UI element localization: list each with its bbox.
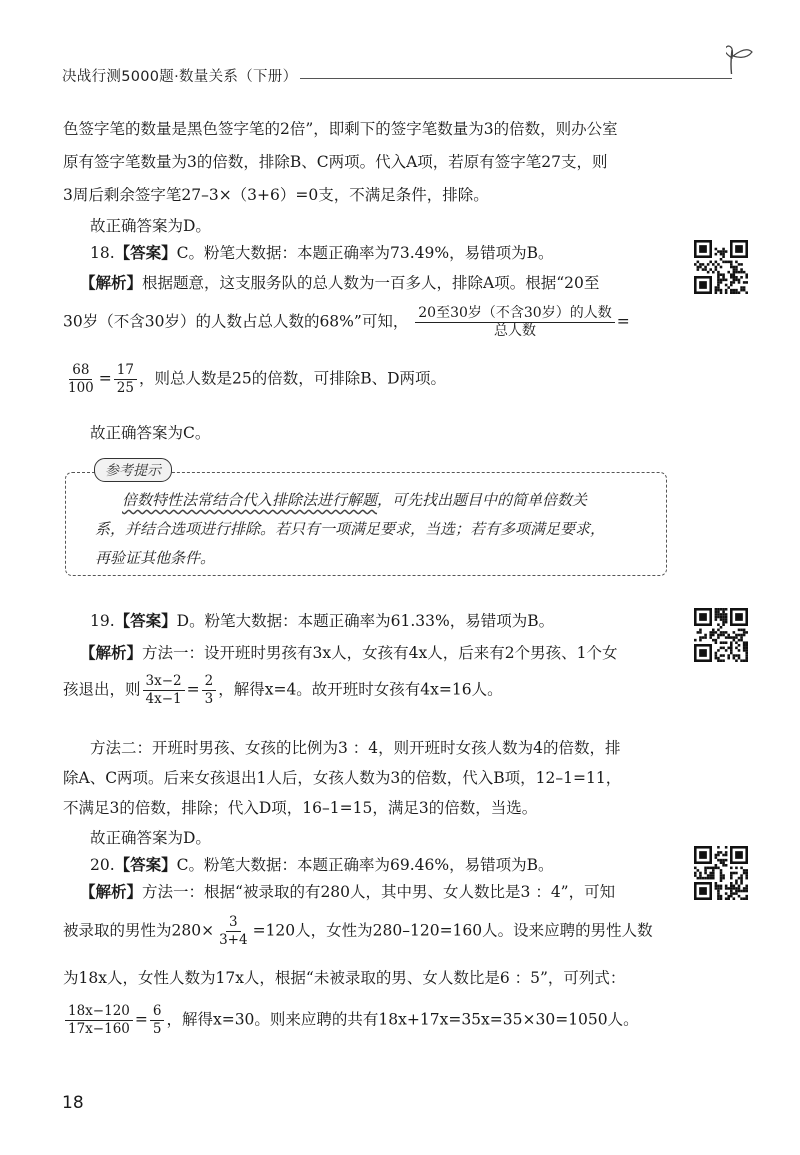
question-number: 19. — [90, 612, 115, 630]
q18-conclusion: 故正确答案为C。 — [90, 424, 211, 442]
answer-text: C。粉笔大数据：本题正确率为73.49%，易错项为B。 — [176, 244, 554, 262]
intro-line-2: 原有签字笔数量为3的倍数，排除B、C两项。代入A项，若原有签字笔27支，则 — [63, 153, 608, 171]
tip-label: 参考提示 — [94, 458, 172, 482]
qr-code-icon[interactable] — [694, 240, 748, 294]
analysis-text: 根据题意，这支服务队的总人数为一百多人，排除A项。根据“20至 — [142, 274, 600, 292]
tip-line-1: 倍数特性法常结合代入排除法进行解题，可先找出题目中的简单倍数关 — [122, 491, 588, 509]
fraction: $\frac{2}{3}$ — [202, 673, 217, 708]
analysis-tag: 【解析】 — [80, 643, 143, 662]
fraction: $\frac{18x-120}{17x-160}$ — [65, 1003, 133, 1038]
q20-analysis-line-3: 为18x人，女性人数为17x人，根据“未被录取的男、女人数比是6 ：5”，可列式： — [63, 969, 626, 987]
page-number: 18 — [62, 1093, 84, 1113]
tip-line-2: 系，并结合选项进行排除。若只有一项满足要求，当选；若有多项满足要求， — [95, 520, 606, 538]
question-number: 20. — [90, 856, 115, 874]
fraction: $\frac{68}{100}$ — [68, 362, 94, 396]
running-header: 决战行测5000题·数量关系（下册） — [62, 69, 298, 85]
fraction: $\frac{6}{5}$ — [150, 1003, 165, 1038]
q20-analysis-line-4: $\frac{18x-120}{17x-160}$ = $\frac{6}{5}$ ，解得x=30。则来应聘的共有18x+17x=35x=35×30=1050人。 — [63, 1003, 639, 1038]
q19-method2-line-3: 不满足3的倍数，排除；代入D项，16–1=15，满足3的倍数，当选。 — [63, 799, 538, 817]
q20-answer — [90, 853, 554, 875]
q20-analysis-line-2: 被录取的男性为280× $\frac{3}{3+4}$ =120人，女性为280–120=160人。设来应聘的男性人数 — [63, 914, 653, 948]
q20-analysis-line-1: 【解析】方法一：根据“被录取的有280人，其中男、女人数比是3 ：4”，可知 — [80, 882, 616, 901]
answer-text: D。粉笔大数据：本题正确率为61.33%，易错项为B。 — [176, 612, 555, 630]
q18-analysis-line-2: 30岁（不含30岁）的人数占总人数的68%”可知， $\frac{\text{20至30岁（不含30岁）的人数}}{\text{总人数}}$ = — [63, 305, 630, 339]
q18-analysis-line-1 — [80, 271, 599, 293]
q19-method2-line-2: 除A、C两项。后来女孩退出1人后，女孩人数为3的倍数，代入B项，12–1=11， — [63, 769, 622, 787]
q19-analysis-line-2: 孩退出，则 $\frac{3x-2}{4x-1}$ = $\frac{2}{3}$ ，解得x=4。故开班时女孩有4x=16人。 — [63, 673, 503, 707]
answer-tag: 【答案】 — [114, 611, 177, 630]
q19-answer — [90, 609, 554, 631]
answer-tag: 【答案】 — [114, 243, 177, 262]
q19-method2-line-1: 方法二：开班时男孩、女孩的比例为3 ：4，则开班时女孩人数为4的倍数，排 — [90, 739, 621, 757]
analysis-tag: 【解析】 — [80, 273, 143, 292]
tip-line-3: 再验证其他条件。 — [95, 549, 216, 567]
q18-analysis-line-3: $\frac{68}{100}$ = $\frac{17}{25}$ ，则总人数是25的倍数，可排除B、D两项。 — [63, 362, 446, 397]
qr-code-icon[interactable] — [694, 846, 748, 900]
answer-tag: 【答案】 — [114, 855, 177, 874]
intro-line-3: 3周后剩余签字笔27–3×（3+6）=0支，不满足条件，排除。 — [63, 186, 489, 204]
q18-answer — [90, 241, 554, 263]
intro-line-1: 色签字笔的数量是黑色签字笔的2倍”，即剩下的签字笔数量为3的倍数，则办公室 — [63, 120, 618, 138]
fraction: $\frac{17}{25}$ — [114, 362, 137, 397]
analysis-tag: 【解析】 — [80, 882, 143, 901]
sprout-icon — [726, 44, 756, 74]
answer-text: C。粉笔大数据：本题正确率为69.46%，易错项为B。 — [176, 856, 554, 874]
analysis-text: 30岁（不含30岁）的人数占总人数的68%”可知， — [63, 312, 409, 331]
qr-code-icon[interactable] — [694, 608, 748, 662]
fraction: $\frac{3x-2}{4x-1}$ — [143, 673, 185, 708]
question-number: 18. — [90, 244, 115, 262]
fraction: $\frac{3}{3+4}$ — [219, 914, 248, 948]
q19-analysis-line-1: 【解析】方法一：设开班时男孩有3x人，女孩有4x人，后来有2个男孩、1个女 — [80, 643, 618, 662]
header-rule — [300, 78, 732, 79]
fraction: $\frac{\text{20至30岁（不含30岁）的人数}}{\text{总人数}}$ — [415, 305, 614, 340]
intro-conclusion: 故正确答案为D。 — [90, 217, 211, 235]
q19-conclusion: 故正确答案为D。 — [90, 829, 211, 847]
